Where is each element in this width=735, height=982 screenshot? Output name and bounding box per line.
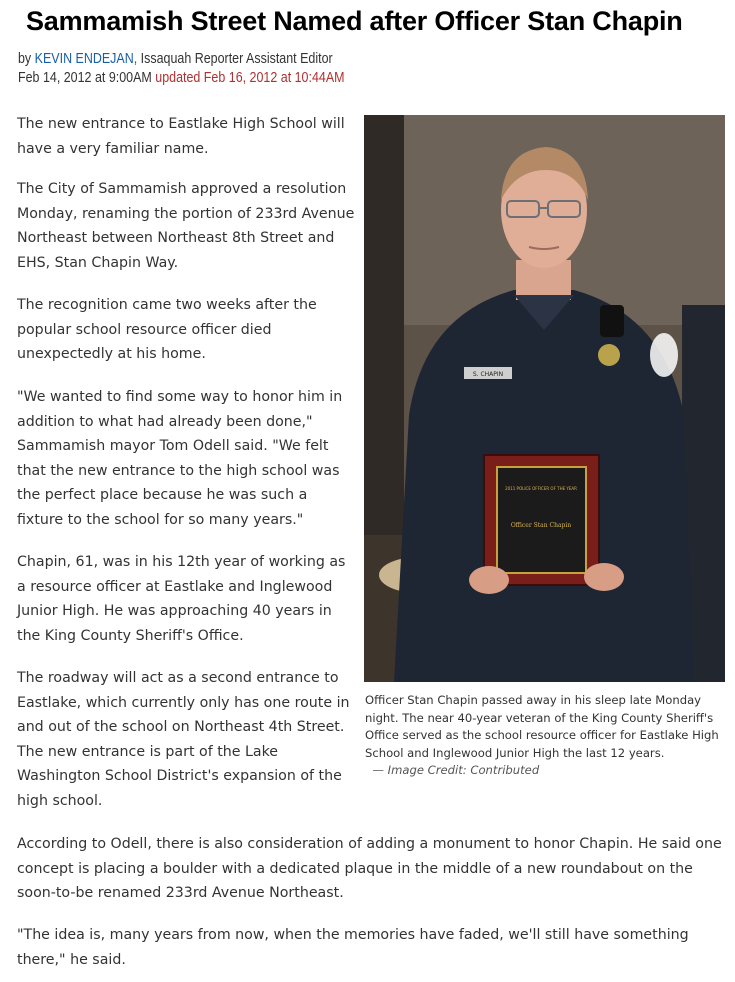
paragraph-8: "The idea is, many years from now, when the memories have faded, we'll still have something there," he said. xyxy=(17,927,689,968)
paragraph-3: The recognition came two weeks after the popular school resource officer died unexpectedly at his home. xyxy=(17,297,317,363)
paragraph-5: Chapin, 61, was in his 12th year of working as a resource officer at Eastlake and Inglewood Junior High. He was approaching 40 years in the King County Sheriff's Office. xyxy=(17,554,346,644)
plaque-line-1: 2011 POLICE OFFICER OF THE YEAR xyxy=(505,486,577,491)
name-tag-text: S. CHAPIN xyxy=(472,371,504,378)
byline-prefix: by xyxy=(18,51,32,67)
paragraph-1: The new entrance to Eastlake High School will have a very familiar name. xyxy=(17,116,345,157)
paragraph-2: The City of Sammamish approved a resolution Monday, renaming the portion of 233rd Avenue Northeast between Northeast 8th Street and EHS, Stan Chapin Way. xyxy=(17,181,355,271)
author-link[interactable]: KEVIN ENDEJAN, xyxy=(34,51,138,67)
plaque-line-2: Officer Stan Chapin xyxy=(510,522,572,529)
headline: Sammamish Street Named after Officer Stan Chapin xyxy=(26,6,683,36)
officer-photo xyxy=(364,115,725,682)
image-credit: — Image Credit: Contributed xyxy=(372,763,540,777)
paragraph-7: According to Odell, there is also consideration of adding a monument to honor Chapin. He said one concept is placing a boulder with a dedicated plaque in the middle of a new roundabout on the soon-to-be renamed 233rd Avenue Northeast. xyxy=(17,836,722,902)
author-role: Issaquah Reporter Assistant Editor xyxy=(140,51,333,67)
byline xyxy=(18,50,345,88)
photo-caption xyxy=(365,692,727,780)
caption-text: Officer Stan Chapin passed away in his sleep late Monday night. The near 40-year veteran of the King County Sheriff's Office served as the school resource officer for Eastlake High School and Inglewood Junior High the last 12 years. xyxy=(365,693,719,760)
publish-date: Feb 14, 2012 at 9:00AM xyxy=(18,70,152,86)
paragraph-6: The roadway will act as a second entrance to Eastlake, which currently only has one route in and out of the school on Northeast 4th Street. The new entrance is part of the Lake Washington School District's expansion of the high school. xyxy=(17,670,350,809)
paragraph-4: "We wanted to find some way to honor him in addition to what had already been done," Sammamish mayor Tom Odell said. "We felt that the new entrance to the high school was the perfect place because he was such a fixture to the school for so many years." xyxy=(17,389,343,528)
updated-date: updated Feb 16, 2012 at 10:44AM xyxy=(155,70,345,86)
